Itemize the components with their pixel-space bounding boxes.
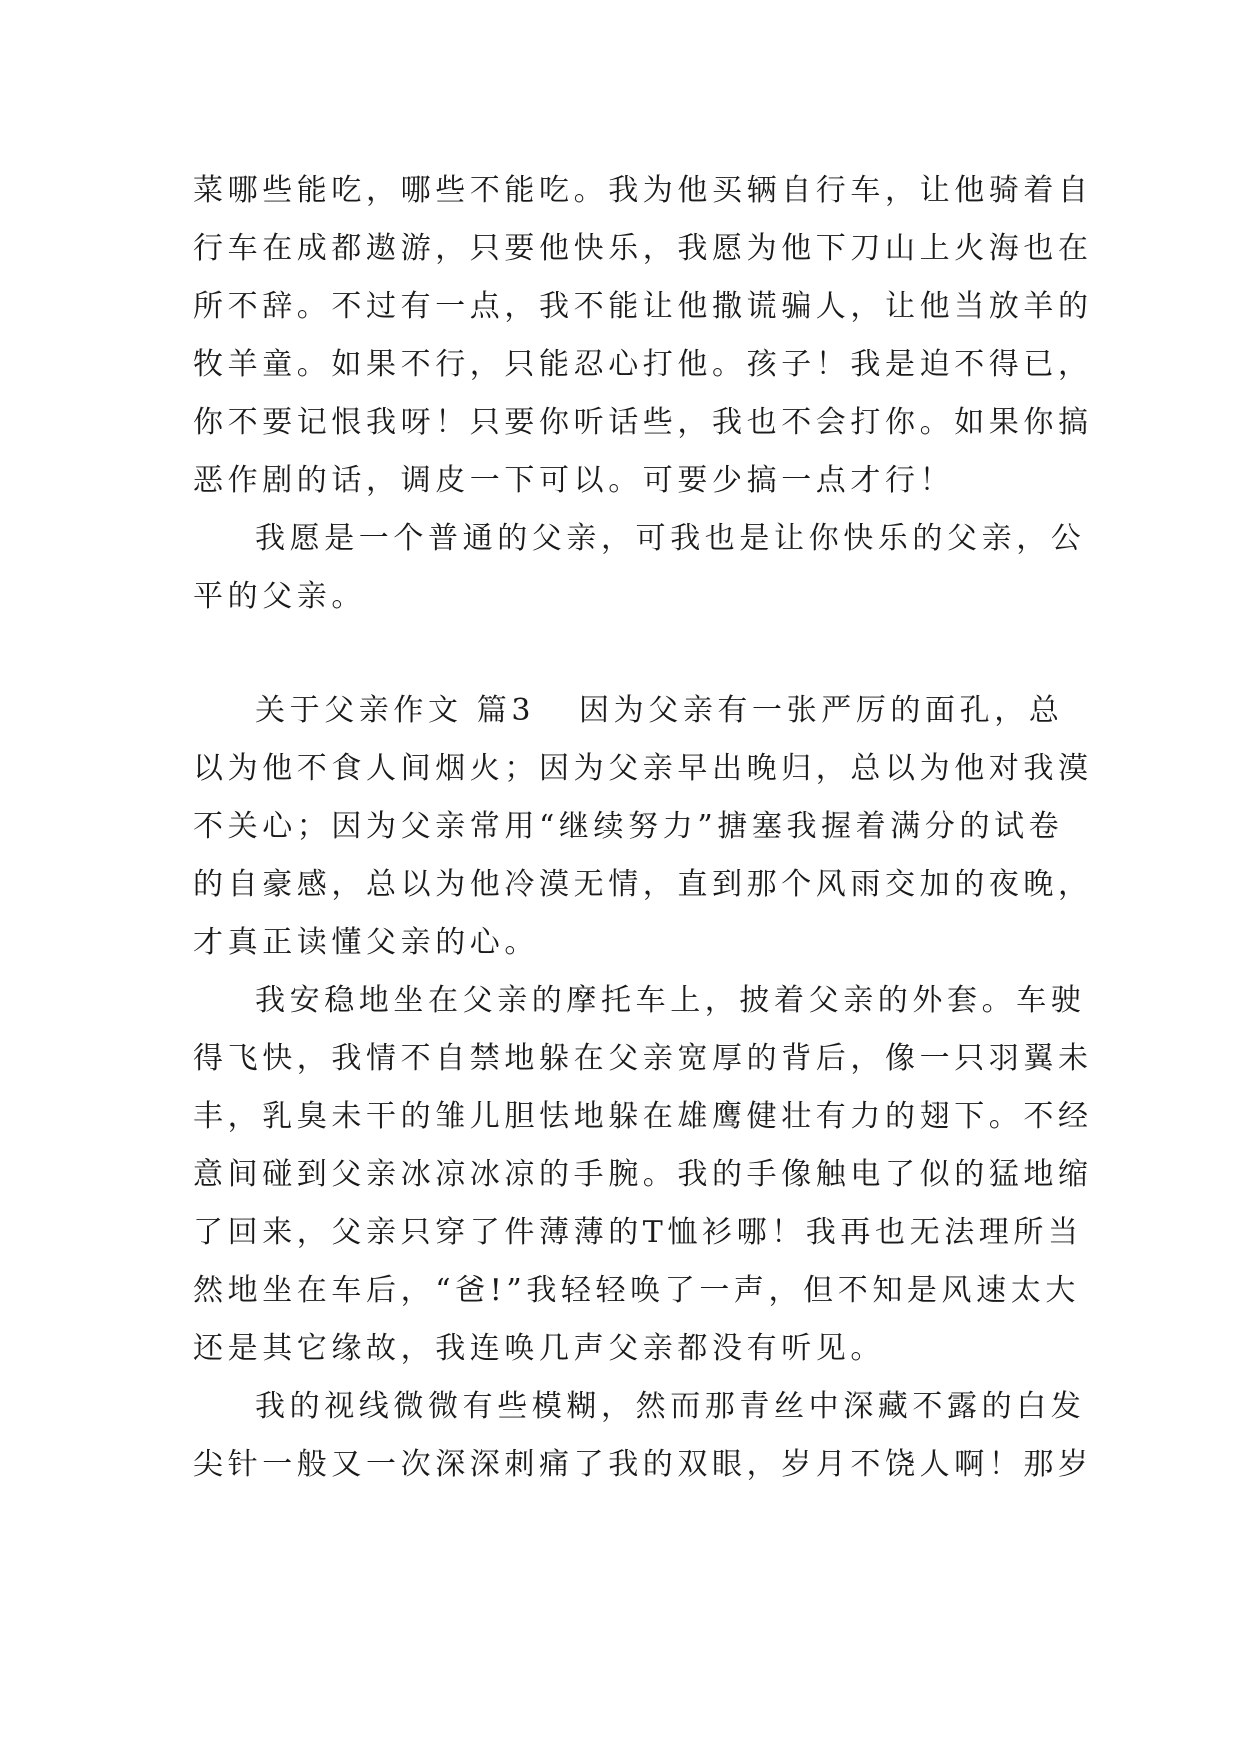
paragraph-line: 然地坐在车后，“爸!”我轻轻唤了一声，但不知是风速太大: [193, 1273, 1080, 1308]
paragraph-line: 我的视线微微有些模糊，然而那青丝中深藏不露的白发: [255, 1389, 1086, 1424]
paragraph-line: 牧羊童。如果不行，只能忍心打他。孩子！我是迫不得已，: [193, 347, 1093, 382]
paragraph-line: 尖针一般又一次深深刺痛了我的双眼，岁月不饶人啊！那岁: [193, 1447, 1093, 1482]
paragraph-line: 还是其它缘故，我连唤几声父亲都没有听见。: [193, 1331, 885, 1366]
paragraph-line: 平的父亲。: [193, 579, 366, 614]
paragraph-line: 我安稳地坐在父亲的摩托车上，披着父亲的外套。车驶: [255, 983, 1086, 1018]
section-heading-line: [255, 682, 1063, 740]
paragraph-line: 菜哪些能吃，哪些不能吃。我为他买辆自行车，让他骑着自: [193, 173, 1093, 208]
paragraph-line: 了回来，父亲只穿了件薄薄的T恤衫哪！我再也无法理所当: [193, 1215, 1083, 1250]
paragraph-line: 才真正读懂父亲的心。: [193, 925, 539, 960]
paragraph-line: 意间碰到父亲冰凉冰凉的手腕。我的手像触电了似的猛地缩: [193, 1157, 1093, 1192]
paragraph-line: 以为他不食人间烟火；因为父亲早出晚归，总以为他对我漠: [193, 751, 1093, 786]
paragraph-line: 恶作剧的话，调皮一下可以。可要少搞一点才行！: [193, 463, 955, 498]
paragraph-line: 不关心；因为父亲常用“继续努力”搪塞我握着满分的试卷: [193, 809, 1064, 844]
paragraph-line: 丰，乳臭未干的雏儿胆怯地躲在雄鹰健壮有力的翅下。不经: [193, 1099, 1093, 1134]
paragraph-line: 得飞快，我情不自禁地躲在父亲宽厚的背后，像一只羽翼未: [193, 1041, 1093, 1076]
paragraph-line: 的自豪感，总以为他冷漠无情，直到那个风雨交加的夜晚，: [193, 867, 1093, 902]
section-heading: 关于父亲作文 篇3: [255, 693, 536, 728]
paragraph-line: 我愿是一个普通的父亲，可我也是让你快乐的父亲，公: [255, 521, 1086, 556]
paragraph-line: 你不要记恨我呀！只要你听话些，我也不会打你。如果你搞: [193, 405, 1093, 440]
paragraph-line: 因为父亲有一张严厉的面孔，总: [579, 693, 1064, 728]
paragraph-line: 所不辞。不过有一点，我不能让他撒谎骗人，让他当放羊的: [193, 289, 1093, 324]
paragraph-line: 行车在成都遨游，只要他快乐，我愿为他下刀山上火海也在: [193, 231, 1093, 266]
